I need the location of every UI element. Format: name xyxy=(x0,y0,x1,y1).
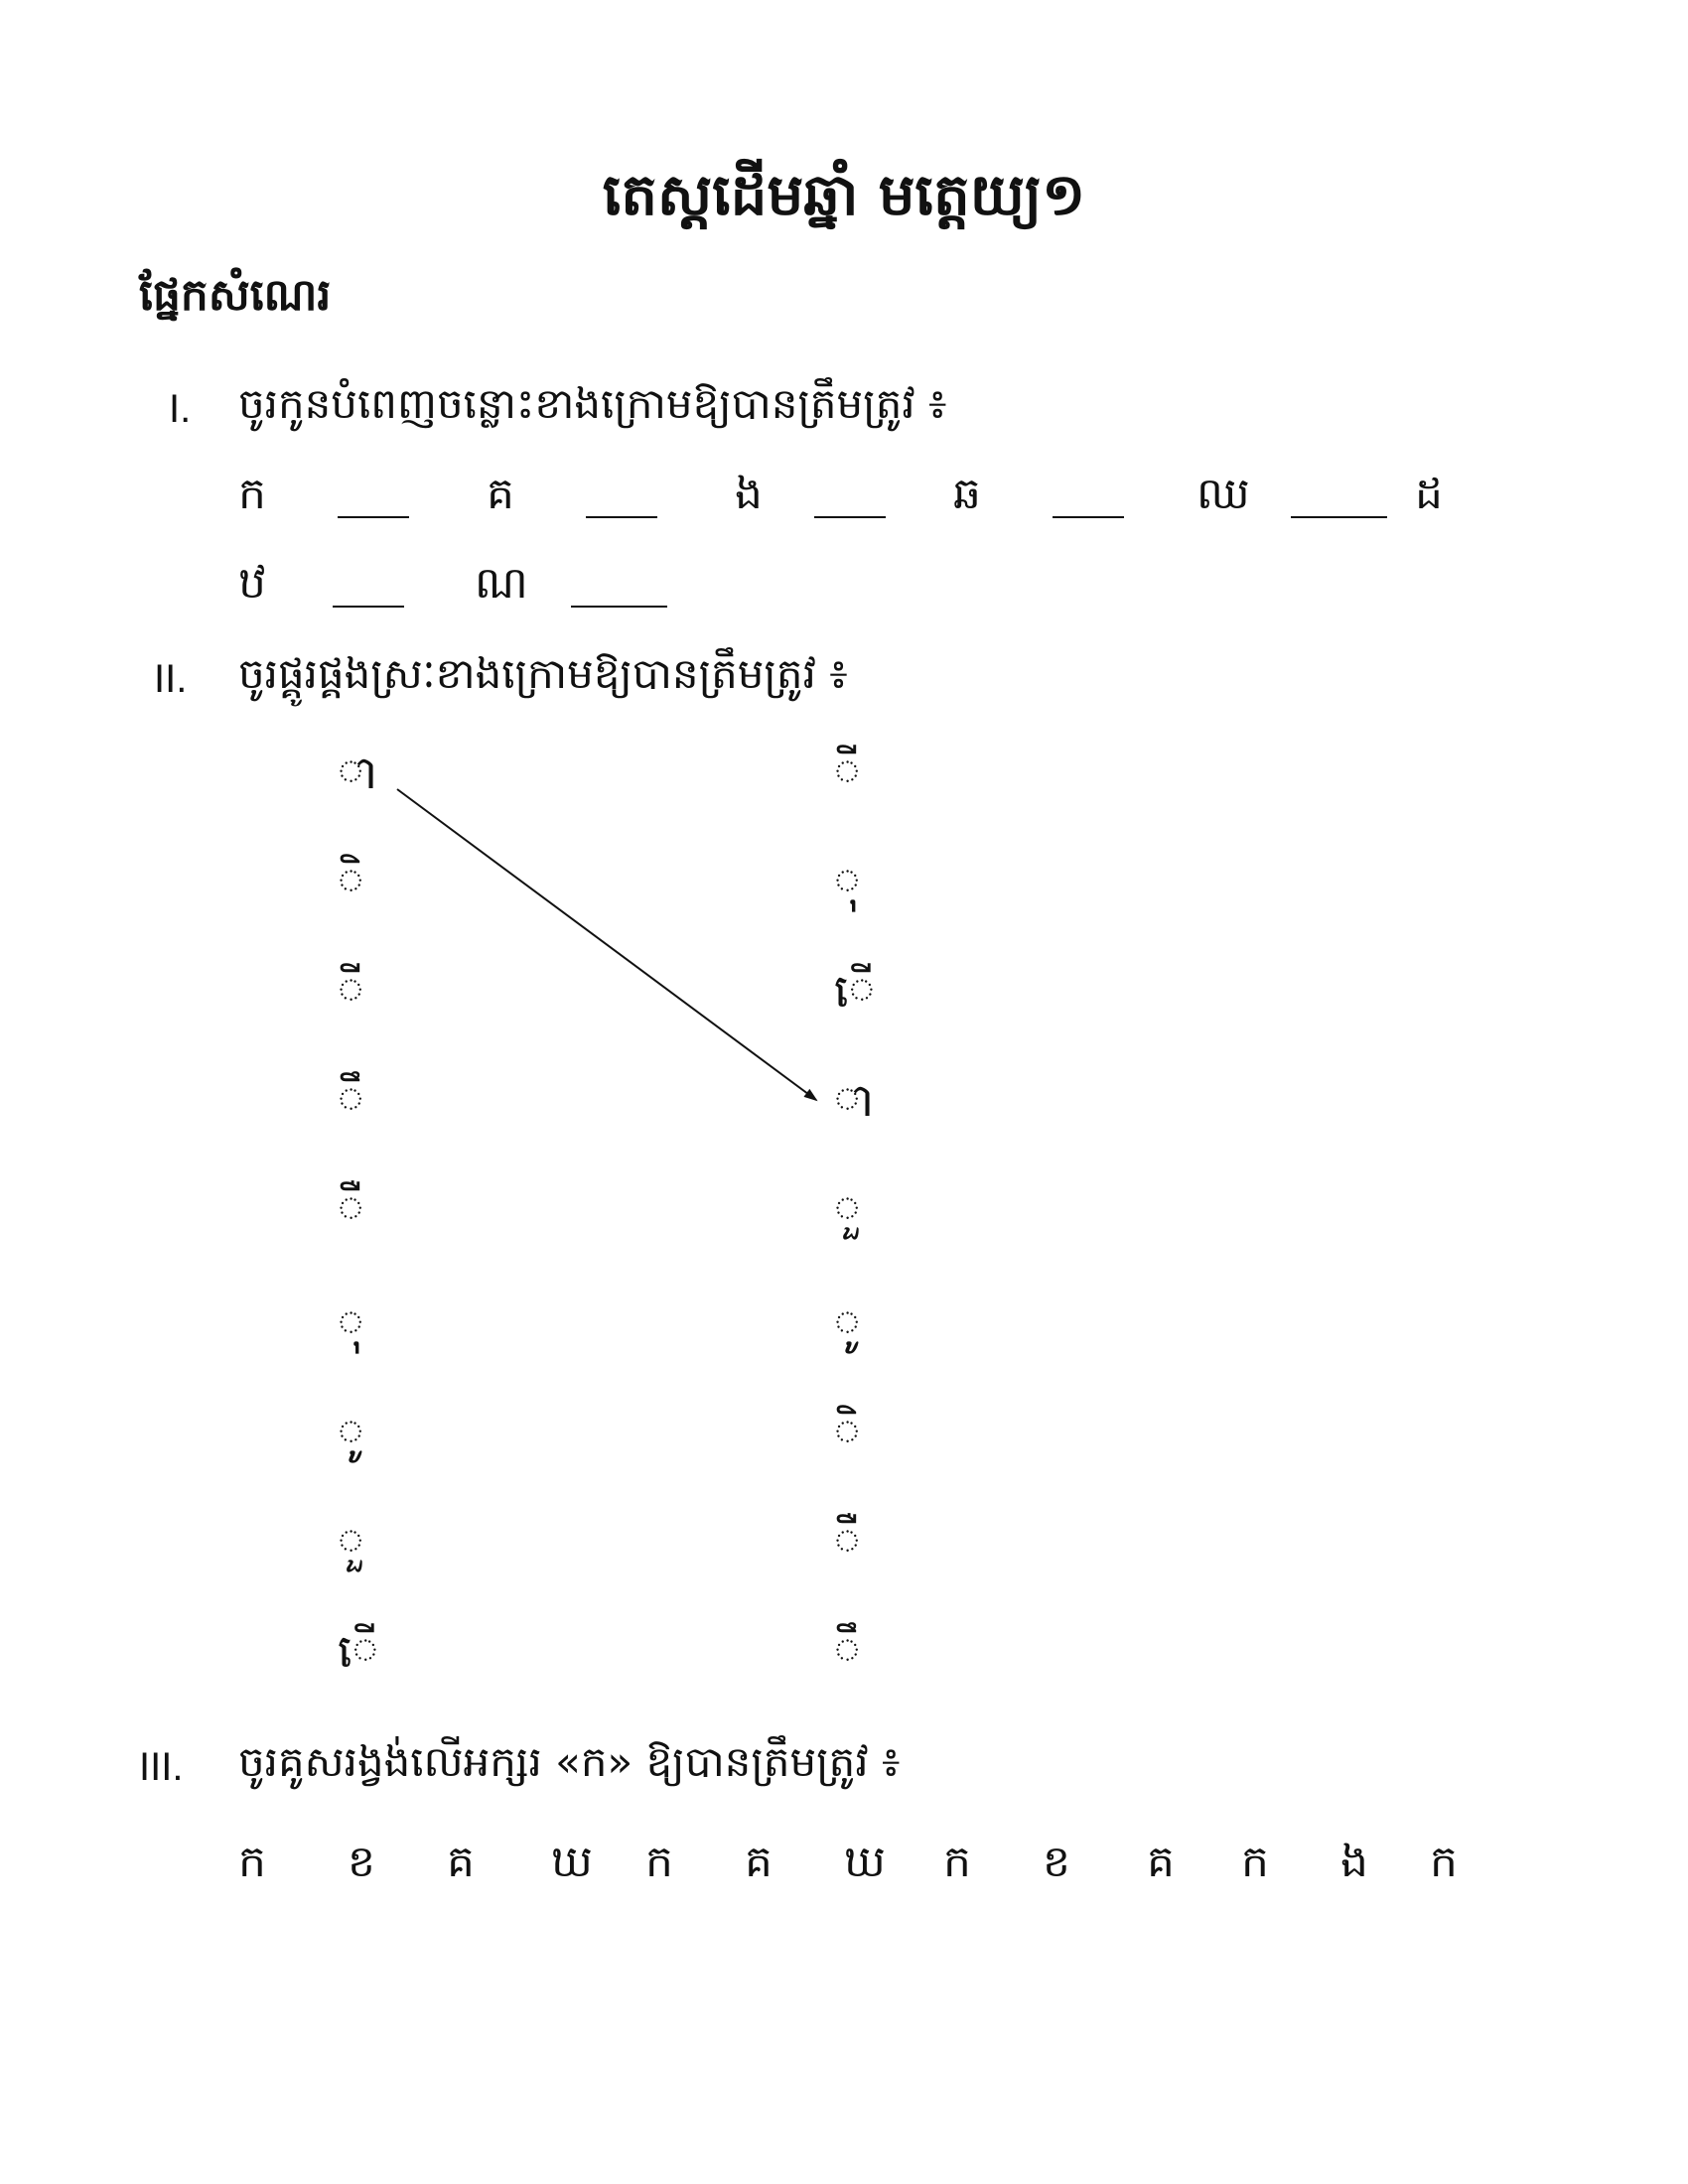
q1-letter: ឆ xyxy=(953,469,981,519)
q2-right-vowel[interactable]: ◌ួ xyxy=(834,1182,861,1236)
q2-left-vowel[interactable]: ◌ុ xyxy=(338,1297,364,1350)
q1-letter: ដ xyxy=(1415,469,1443,519)
q2-right-vowel[interactable]: ◌ឺ xyxy=(834,1515,861,1569)
q1-blank[interactable] xyxy=(1053,516,1124,518)
q2-right-vowel[interactable]: ◌ូ xyxy=(834,1297,861,1350)
q1-letter: ង xyxy=(735,469,763,519)
question-1-instruction: ចូរកូនបំពេញចន្លោះខាងក្រោមឱ្យបានត្រឹមត្រូវ ៖ xyxy=(238,379,947,428)
q1-blank[interactable] xyxy=(333,606,404,608)
question-2-instruction: ចូរផ្គូរផ្គងស្រៈខាងក្រោមឱ្យបានត្រឹមត្រូវ ៖ xyxy=(238,649,848,698)
q3-letter[interactable]: ក xyxy=(238,1837,266,1887)
q3-letter[interactable]: ក xyxy=(645,1837,673,1887)
q1-blank[interactable] xyxy=(571,606,667,608)
q2-right-vowel[interactable]: ◌ើ xyxy=(834,964,876,1018)
q3-letter[interactable]: ខ xyxy=(1043,1837,1070,1887)
q2-left-vowel[interactable]: ◌ើ xyxy=(338,1624,379,1678)
q3-letter[interactable]: ក xyxy=(1241,1837,1269,1887)
q1-blank[interactable] xyxy=(338,516,409,518)
q3-letter[interactable]: ឃ xyxy=(844,1837,886,1887)
q1-blank[interactable] xyxy=(586,516,657,518)
q1-letter: ណ xyxy=(475,558,528,609)
q2-right-vowel[interactable]: ◌ា xyxy=(834,1073,875,1127)
q2-right-vowel[interactable]: ◌ី xyxy=(834,746,861,799)
q2-left-vowel[interactable]: ◌ា xyxy=(338,746,378,799)
q2-right-vowel[interactable]: ◌ុ xyxy=(834,855,861,908)
q3-letter[interactable]: ខ xyxy=(348,1837,375,1887)
q3-letter[interactable]: គ xyxy=(447,1837,475,1887)
q3-letter[interactable]: គ xyxy=(745,1837,773,1887)
q3-letter[interactable]: ក xyxy=(943,1837,971,1887)
q2-left-vowel[interactable]: ◌ឺ xyxy=(338,1182,364,1236)
q2-left-vowel[interactable]: ◌ិ xyxy=(338,855,364,908)
q2-left-vowel[interactable]: ◌ឹ xyxy=(338,1073,364,1127)
q2-right-vowel[interactable]: ◌ិ xyxy=(834,1406,861,1459)
q3-letter[interactable]: ក xyxy=(1430,1837,1458,1887)
q2-left-vowel[interactable]: ◌ួ xyxy=(338,1515,364,1569)
q3-letter[interactable]: គ xyxy=(1147,1837,1175,1887)
question-2-number: II. xyxy=(154,657,188,701)
q3-letter[interactable]: ង xyxy=(1340,1837,1368,1887)
q1-blank[interactable] xyxy=(814,516,886,518)
q1-letter: គ xyxy=(487,469,514,519)
page-title: តេស្តដើមឆ្នាំ មត្តេយ្យ១ xyxy=(602,161,1086,228)
q1-letter: ក xyxy=(238,469,266,519)
q2-left-vowel[interactable]: ◌ូ xyxy=(338,1406,364,1459)
q2-right-vowel[interactable]: ◌ឹ xyxy=(834,1624,861,1678)
q2-left-vowel[interactable]: ◌ី xyxy=(338,964,364,1018)
section-heading: ផ្នែកសំណេរ xyxy=(139,270,332,321)
q1-letter: ឋ xyxy=(238,558,266,609)
question-1-number: I. xyxy=(169,387,192,431)
q3-letter[interactable]: ឃ xyxy=(551,1837,593,1887)
match-arrow-line xyxy=(397,789,816,1100)
q1-letter: ឈ xyxy=(1196,469,1250,519)
question-3-number: III. xyxy=(139,1745,184,1789)
question-3-instruction: ចូរគូសរង្វង់លើអក្សរ «ក» ឱ្យបានត្រឹមត្រូវ ៖ xyxy=(238,1737,901,1786)
q1-blank[interactable] xyxy=(1291,516,1387,518)
